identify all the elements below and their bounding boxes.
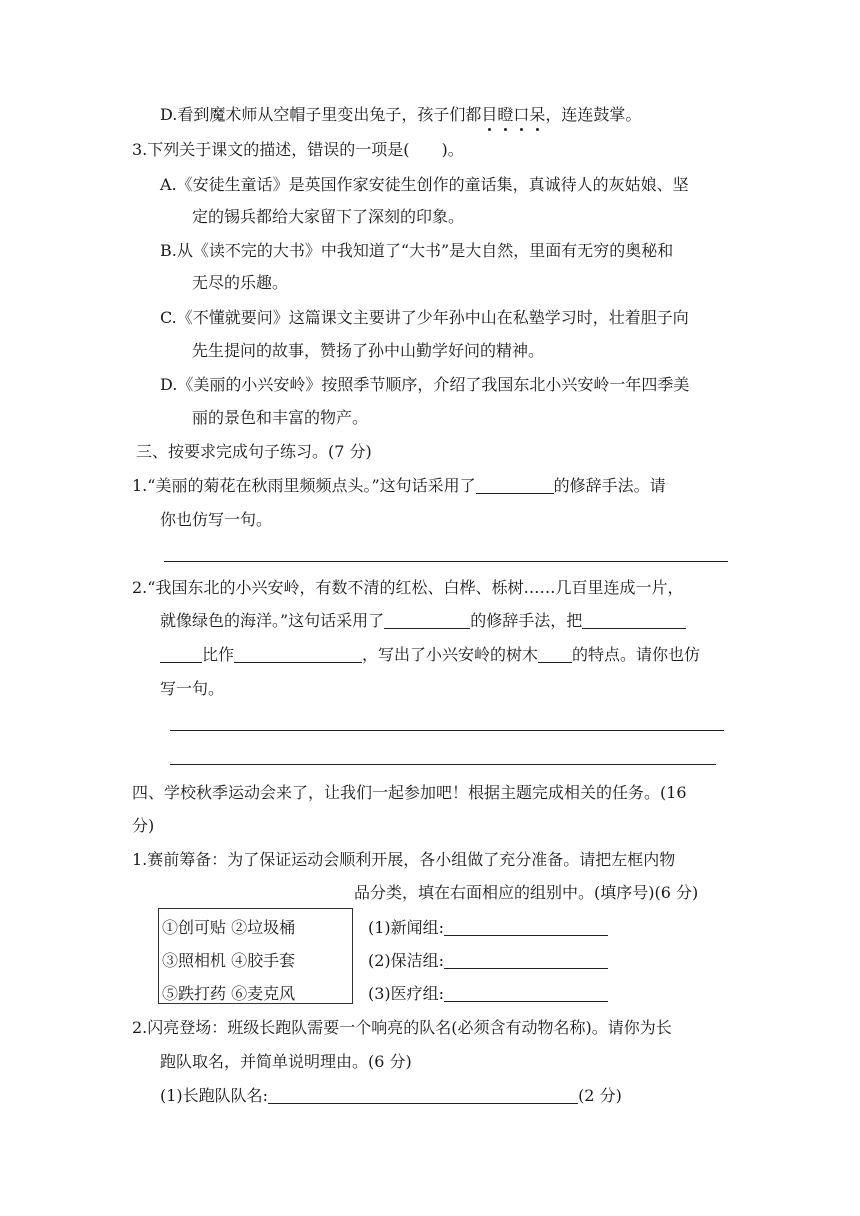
emphasis-char: 呆 — [529, 105, 546, 124]
group-medical: (3)医疗组: — [368, 984, 608, 1004]
blank-feature[interactable] — [538, 646, 572, 663]
items-row: ①创可贴 ②垃圾桶 — [162, 918, 296, 937]
s4-q1-line1: 1.赛前筹备：为了保证运动会顺利开展，各小组做了充分准备。请把左框内物 — [132, 850, 676, 869]
s4-q1-line2: 品分类，填在右面相应的组别中。(填序号)(6 分) — [354, 883, 699, 902]
option-d-text-end: ，连连鼓掌。 — [545, 105, 642, 124]
q3-option-c-line2: 先生提问的故事，赞扬了孙中山勤学好问的精神。 — [192, 341, 545, 360]
section-4-title-line2: 分) — [132, 816, 155, 835]
question-3-stem: 3.下列关于课文的描述，错误的一项是( )。 — [132, 140, 464, 159]
section-3-title: 三、按要求完成句子练习。(7 分) — [136, 442, 372, 461]
emphasis-char: 目 — [481, 105, 498, 124]
s4-q2-sub1: (1)长跑队队名: (2 分) — [160, 1086, 622, 1105]
q3-option-d-line1: D.《美丽的小兴安岭》按照季节顺序，介绍了我国东北小兴安岭一年四季美 — [160, 375, 690, 394]
group-news: (1)新闻组: — [368, 918, 608, 938]
emphasis-char: 口 — [513, 105, 530, 124]
s4-q2-line2: 跑队取名，并简单说明理由。(6 分) — [160, 1052, 412, 1071]
s3-q1-line2: 你也仿写一句。 — [160, 510, 273, 529]
s3-q1-line1: 1.“美丽的菊花在秋雨里频频点头。”这句话采用了 的修辞手法。请 — [132, 476, 666, 495]
items-row: ⑤跌打药 ⑥麦克风 — [162, 984, 296, 1003]
s3-q2-line3: 比作 ，写出了小兴安岭的树木 的特点。请你也仿 — [160, 645, 700, 665]
s3-q2-line2: 就像绿色的海洋。”这句话采用了 的修辞手法，把 — [160, 611, 686, 631]
blank-news-group[interactable] — [444, 919, 608, 936]
items-row: ③照相机 ④胶手套 — [162, 951, 296, 970]
s3-q2-line1: 2.“我国东北的小兴安岭，有数不清的红松、白桦、栎树……几百里连成一片， — [132, 578, 684, 597]
q3-option-d-line2: 丽的景色和丰富的物产。 — [192, 408, 369, 427]
option-d-text: D.看到魔术师从空帽子里变出兔子，孩子们都 — [160, 105, 482, 124]
blank-object[interactable] — [234, 646, 362, 663]
answer-line[interactable] — [170, 764, 716, 765]
blank-subject[interactable] — [582, 612, 686, 629]
section-4-title-line1: 四、学校秋季运动会来了，让我们一起参加吧！根据主题完成相关的任务。(16 — [132, 783, 687, 802]
blank-team-name[interactable] — [268, 1087, 578, 1104]
q3-option-c-line1: C.《不懂就要问》这篇课文主要讲了少年孙中山在私塾学习时，壮着胆子向 — [160, 308, 689, 327]
q3-option-a-line2: 定的锡兵都给大家留下了深刻的印象。 — [192, 207, 465, 226]
blank-rhetoric[interactable] — [384, 612, 470, 629]
option-d-line — [160, 105, 641, 125]
blank-medical-group[interactable] — [444, 985, 608, 1002]
emphasis-char: 瞪 — [497, 105, 514, 124]
answer-line[interactable] — [170, 730, 724, 731]
q3-option-b-line1: B.从《读不完的大书》中我知道了“大书”是大自然，里面有无穷的奥秘和 — [160, 241, 674, 260]
s3-q2-line4: 写一句。 — [160, 679, 225, 698]
q3-option-b-line2: 无尽的乐趣。 — [192, 273, 289, 292]
blank-subject-cont[interactable] — [160, 646, 202, 663]
blank-rhetoric[interactable] — [476, 477, 554, 494]
s4-q2-line1: 2.闪亮登场：班级长跑队需要一个响亮的队名(必须含有动物名称)。请你为长 — [132, 1018, 672, 1037]
q3-option-a-line1: A.《安徒生童话》是英国作家安徒生创作的童话集，真诚待人的灰姑娘、坚 — [160, 175, 689, 194]
blank-cleaning-group[interactable] — [444, 952, 608, 969]
answer-line[interactable] — [164, 561, 728, 562]
group-cleaning: (2)保洁组: — [368, 951, 608, 971]
